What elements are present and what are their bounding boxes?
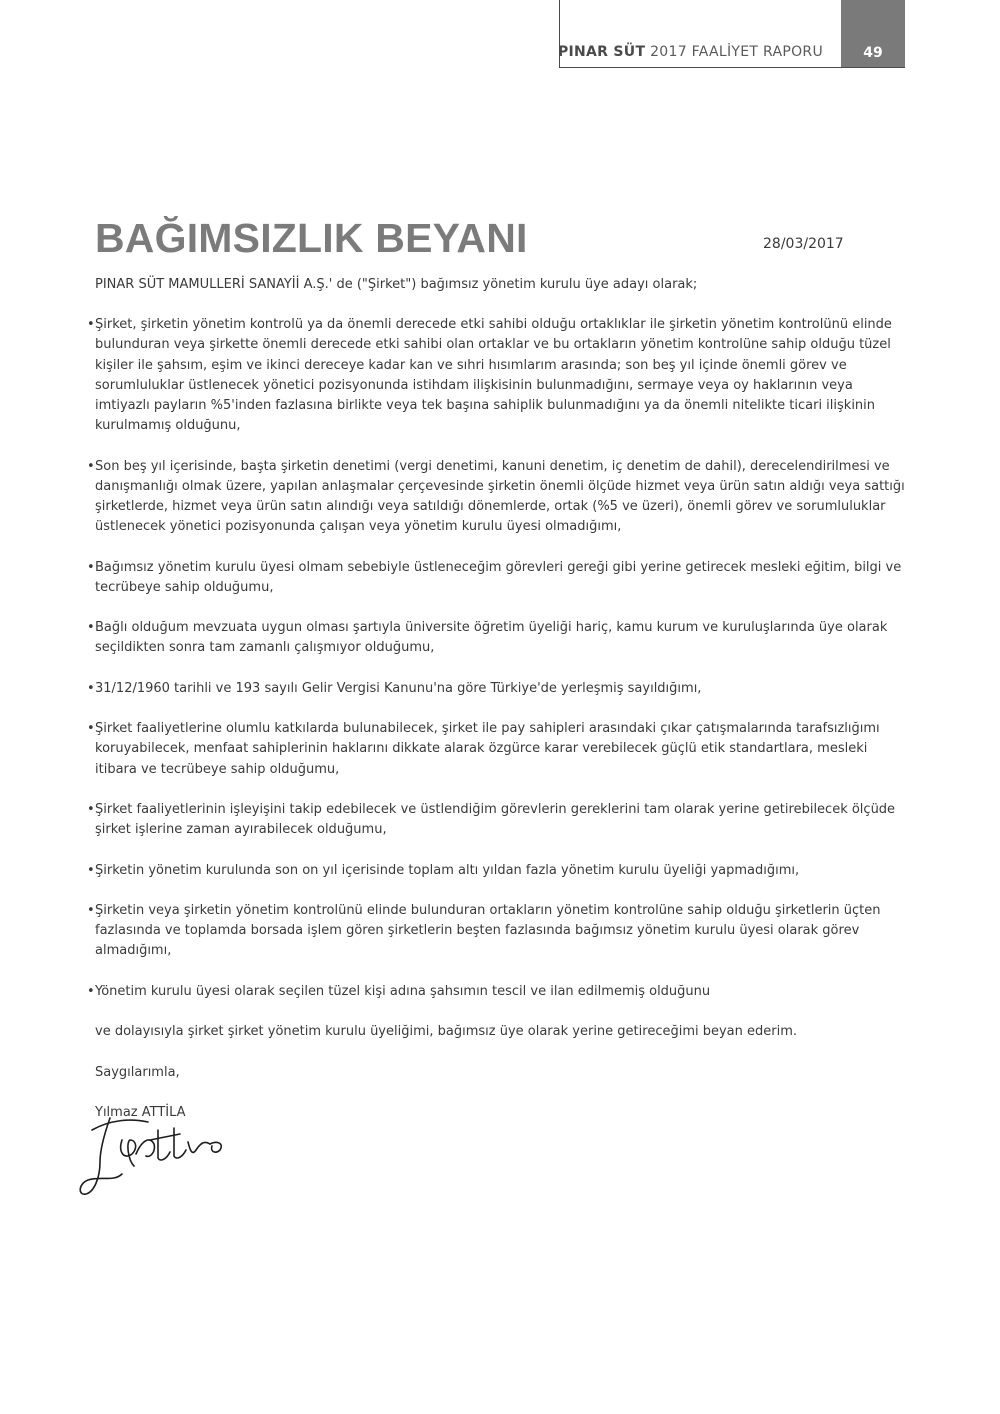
document-date: 28/03/2017	[763, 236, 844, 252]
bullet-marker: •	[87, 902, 95, 918]
closing-statement: ve dolayısıyla şirket şirket yönetim kurulu üyeliğimi, bağımsız üye olarak yerine getireceğimi beyan ederim.	[95, 1024, 798, 1040]
declaration-list	[87, 315, 910, 1002]
header-brand: PINAR SÜT	[557, 44, 646, 60]
list-item-text: Şirket, şirketin yönetim kontrolü ya da önemli derecede etki sahibi olduğu ortaklıklar ile şirketin yönetim kontrolünü elinde bulunduran veya şirkette önemli derecede etki sahibi olan ortaklar ve bu ortakların yönetim kontrolüne sahip olduğu tüzel kişiler ile şahsım, eşim ve ikinci dereceye kadar kan ve sıhri hısımlarım arasında; son beş yıl içinde önemli görev ve sorumluluklar üstlenecek yönetici pozisyonunda istihdam ilişkisinin bulunmadığını, sermaye veya oy haklarının veya imtiyazlı payların %5'inden fazlasına birlikte veya tek başına sahiplik bulunmadığını ya da önemli nitelikte ticari ilişkinin kurulmamış olduğunu,	[95, 317, 892, 434]
intro-paragraph: PINAR SÜT MAMULLERİ SANAYİİ A.Ş.' de ("Şirket") bağımsız yönetim kurulu üye adayı olarak;	[95, 277, 698, 292]
list-item-text: 31/12/1960 tarihli ve 193 sayılı Gelir Vergisi Kanunu'na göre Türkiye'de yerleşmiş sayıldığımı,	[95, 680, 702, 696]
bullet-marker: •	[87, 801, 95, 817]
header-text	[558, 44, 823, 60]
list-item	[87, 719, 910, 780]
list-item	[87, 861, 910, 881]
list-item	[87, 800, 910, 840]
list-item	[87, 457, 910, 538]
document-title: BAĞIMSIZLIK BEYANI	[95, 215, 528, 261]
list-item	[87, 679, 910, 699]
bullet-marker: •	[87, 721, 95, 737]
bullet-marker: •	[87, 458, 95, 474]
bullet-marker: •	[87, 620, 95, 636]
list-item-text: Bağlı olduğum mevzuata uygun olması şartıyla üniversite öğretim üyeliği hariç, kamu kurum ve kuruluşlarında üye olarak seçildikten sonra tam zamanlı çalışmıyor olduğumu,	[95, 620, 888, 656]
list-item	[87, 618, 910, 658]
list-item-text: Son beş yıl içerisinde, başta şirketin denetimi (vergi denetimi, kanuni denetim, iç denetim de dahil), derecelendirilmesi ve danışmanlığı olmak üzere, yapılan anlaşmalar çerçevesinde şirketin önemli ölçüde hizmet veya ürün satın aldığı veya sattığı şirketlerde, hizmet veya ürün satın alındığı veya satıldığı dönemlerde, ortak (%5 ve üzeri), önemli görev ve sorumluluklar üstlenecek yönetici pozisyonunda çalışan veya yönetim kurulu üyesi olmadığımı,	[95, 458, 905, 535]
bullet-marker: •	[87, 862, 95, 878]
signer-name: Yılmaz ATTİLA	[95, 1104, 186, 1120]
signature-image	[70, 1100, 235, 1205]
bullet-marker: •	[87, 680, 95, 696]
document-body	[87, 275, 910, 1123]
bullet-marker: •	[87, 983, 95, 999]
list-item-text: Şirketin yönetim kurulunda son on yıl içerisinde toplam altı yıldan fazla yönetim kurulu üyeliği yapmadığımı,	[95, 862, 800, 878]
header-report-title: 2017 FAALİYET RAPORU	[650, 44, 823, 60]
list-item-text: Şirket faaliyetlerine olumlu katkılarda bulunabilecek, şirket ile pay sahipleri arasındaki çıkar çatışmalarında tarafsızlığımı koruyabilecek, menfaat sahiplerinin haklarını dikkate alarak özgürce karar verebilecek güçlü etik standartlara, mesleki itibara ve tecrübeye sahip olduğumu,	[95, 721, 880, 777]
bullet-marker: •	[87, 559, 95, 575]
list-item-text: Şirket faaliyetlerinin işleyişini takip edebilecek ve üstlendiğim görevlerin gereklerini tam olarak yerine getirebilecek ölçüde şirket işlerine zaman ayırabilecek olduğumu,	[95, 801, 896, 838]
running-header	[559, 0, 841, 68]
page-number-box	[841, 0, 905, 68]
list-item	[87, 558, 910, 598]
regards-text: Saygılarımla,	[95, 1064, 180, 1080]
list-item	[87, 315, 910, 436]
page-number: 49	[863, 45, 883, 61]
list-item-text: Şirketin veya şirketin yönetim kontrolünü elinde bulunduran ortakların yönetim kontrolüne sahip olduğu şirketlerin üçten fazlasında ve toplamda borsada işlem gören şirketlerin beşten fazlasında bağımsız yönetim kurulu üyesi olarak görev almadığımı,	[95, 902, 881, 959]
list-item	[87, 982, 910, 1002]
list-item	[87, 901, 910, 962]
list-item-text: Yönetim kurulu üyesi olarak seçilen tüzel kişi adına şahsımın tescil ve ilan edilmemiş olduğunu	[95, 983, 711, 999]
bullet-marker: •	[87, 317, 95, 333]
list-item-text: Bağımsız yönetim kurulu üyesi olmam sebebiyle üstleneceğim görevleri gereği gibi yerine getirecek mesleki eğitim, bilgi ve tecrübeye sahip olduğumu,	[95, 559, 902, 595]
